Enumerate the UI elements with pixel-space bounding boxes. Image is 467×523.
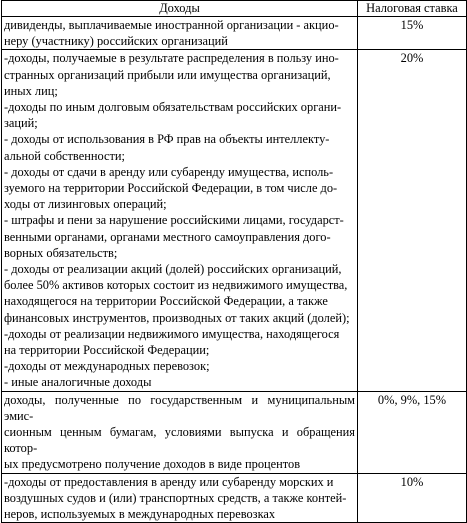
income-line: находящегося на территории Российской Федерации, а также	[4, 294, 328, 309]
income-line: зуемого на территории Российской Федерации, в том числе до-	[4, 181, 338, 196]
income-line: -доходы, получаемые в результате распределения в пользу ино-	[4, 51, 339, 66]
income-line: - доходы от сдачи в аренду или субаренду имущества, исполь-	[4, 164, 334, 179]
income-line: странных организаций прибыли или имущества организаций,	[4, 67, 331, 82]
income-line: дивиденды, выплачиваемые иностранной организации - акцио-	[4, 18, 339, 32]
income-line: доходы, полученные по государственным и муниципальным эмис-	[4, 392, 355, 423]
income-line: более 50% активов которых состоит из недвижимого имущества,	[4, 278, 348, 293]
table-row	[2, 473, 467, 523]
income-line: воздушных судов и (или) транспортных средств, а также контей-	[4, 490, 347, 505]
rate-cell: 0%, 9%, 15%	[358, 391, 467, 473]
income-line: венными органами, органами местного самоуправления дого-	[4, 229, 331, 244]
table-row	[2, 391, 467, 473]
income-line: - доходы от использования в РФ прав на объекты интеллекту-	[4, 132, 330, 147]
income-line: - доходы от реализации акций (долей) российских организаций,	[4, 262, 342, 277]
income-cell	[2, 391, 358, 473]
rate-cell: 20%	[358, 50, 467, 391]
table-body	[2, 17, 467, 523]
table-header-row	[2, 1, 467, 17]
income-line: -доходы от международных перевозок;	[4, 359, 210, 374]
income-tax-rate-table	[1, 0, 467, 523]
income-line: неру (участнику) российских организаций	[4, 34, 228, 49]
income-line: - штрафы и пени за нарушение российскими лицами, государст-	[4, 213, 344, 228]
income-line: заций;	[4, 116, 38, 131]
income-line: неров, используемых в международных перевозках	[4, 507, 276, 522]
income-line: -доходы от реализации недвижимого имущества, находящегося	[4, 326, 340, 341]
income-line: на территории Российской Федерации;	[4, 343, 210, 358]
income-cell	[2, 17, 358, 50]
income-cell	[2, 50, 358, 391]
income-line: - иные аналогичные доходы	[4, 375, 152, 390]
income-line: -доходы от предоставления в аренду или субаренду морских и	[4, 474, 334, 489]
income-cell	[2, 473, 358, 523]
income-line: иных лиц;	[4, 83, 58, 98]
rate-cell: 15%	[358, 17, 467, 50]
income-line: ых предусмотрено получение доходов в виде процентов	[4, 457, 301, 472]
table-row	[2, 17, 467, 50]
rate-column-header: Налоговая ставка	[358, 1, 467, 17]
income-line: ворных обязательств;	[4, 245, 118, 260]
income-line: сионным ценным бумагам, условиями выпуска и обращения котор-	[4, 425, 355, 456]
income-line: ходы от лизинговых операций;	[4, 197, 167, 212]
rate-cell: 10%	[358, 473, 467, 523]
income-column-header: Доходы	[2, 1, 358, 17]
table-row	[2, 50, 467, 391]
income-line: альной собственности;	[4, 148, 125, 163]
income-line: финансовых инструментов, производных от таких акций (долей);	[4, 310, 350, 325]
income-line: -доходы по иным долговым обязательствам российских органи-	[4, 100, 342, 115]
